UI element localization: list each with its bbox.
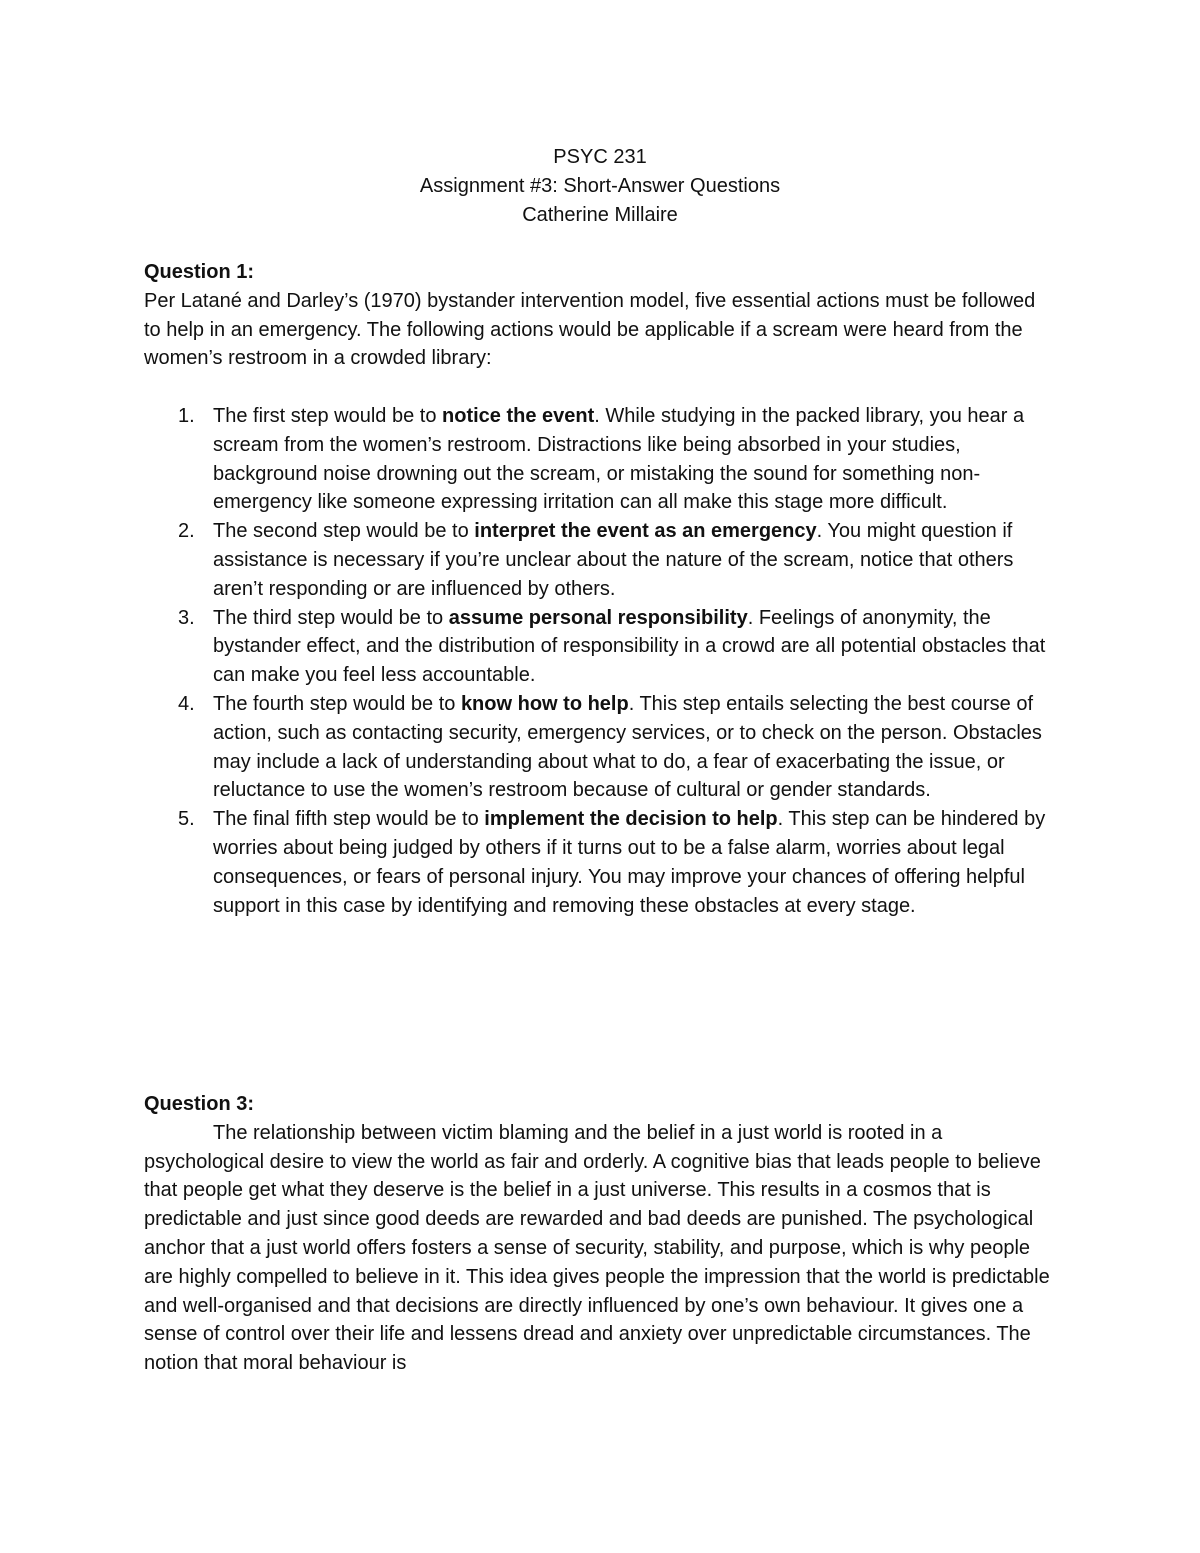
bystander-steps-list	[144, 402, 1056, 920]
list-item-text: . This step can be hindered by worries about being judged by others if it turns out to be a false alarm, worries about legal consequences, or fears of personal injury. You may improve your chances of offering helpful support in this case by identifying and removing these obstacles at every stage.	[213, 808, 1046, 917]
list-item	[144, 805, 1056, 920]
list-item-text: The fourth step would be to	[213, 692, 461, 715]
list-item-number: 3.	[178, 606, 195, 629]
question-1-section	[144, 258, 1056, 920]
question-3-heading: Question 3:	[144, 1093, 255, 1115]
list-item-key-term: interpret the event as an emergency	[474, 520, 817, 543]
list-item-text: . This step entails selecting the best course of action, such as contacting security, emergency services, or to check on the person. Obstacles may include a lack of understanding about what to do, a fear of exacerbating the issue, or reluctance to use the women’s restroom because of cultural or gender standards.	[213, 692, 1042, 802]
list-item-text: . While studying in the packed library, you hear a scream from the women’s restroom. Distractions like being absorbed in your studies, background noise drowning out the scream, or mistaking the sound for something non-emergency like someone expressing irritation can all make this stage more difficult.	[213, 404, 1025, 514]
list-item-text: The second step would be to	[213, 520, 475, 543]
list-item-key-term: implement the decision to help	[484, 808, 778, 831]
assignment-title: Assignment #3: Short-Answer Questions	[419, 174, 781, 197]
list-item	[144, 402, 1056, 517]
list-item	[144, 690, 1056, 805]
list-item	[144, 604, 1056, 690]
list-item-number: 1.	[178, 404, 195, 427]
question-3-section	[144, 1090, 1056, 1378]
author-name: Catherine Millaire	[522, 203, 678, 226]
list-item-key-term: know how to help	[460, 692, 629, 715]
course-code: PSYC 231	[553, 146, 647, 168]
list-item-number: 4.	[178, 692, 195, 715]
question-3-body: The relationship between victim blaming and the belief in a just world is rooted in a psychological desire to view the world as fair and orderly. A cognitive bias that leads people to believe that people get what they deserve is the belief in a just universe. This results in a cosmos that is predictable and just since good deeds are rewarded and bad deeds are punished. The psychological anchor that a just world offers fosters a sense of security, stability, and purpose, which is why people are highly compelled to believe in it. This idea gives people the impression that the world is predictable and well-organised and that decisions are directly influenced by one’s own behaviour. It gives one a sense of control over their life and lessens dread and anxiety over unpredictable circumstances. The notion that moral behaviour is	[144, 1121, 1050, 1375]
list-item-text: The final fifth step would be to	[213, 808, 485, 831]
list-item-text: . Feelings of anonymity, the bystander effect, and the distribution of responsibility in a crowd are all potential obstacles that can make you feel less accountable.	[213, 606, 1046, 687]
question-1-heading: Question 1:	[144, 261, 255, 283]
list-item-text: . You might question if assistance is necessary if you’re unclear about the nature of the scream, notice that others aren’t responding or are influenced by others.	[213, 520, 1014, 600]
list-item-key-term: assume personal responsibility	[448, 606, 748, 629]
list-item-text: The first step would be to	[213, 404, 443, 427]
list-item-key-term: notice the event	[442, 404, 595, 427]
list-item-number: 5.	[178, 808, 195, 831]
list-item-number: 2.	[178, 520, 195, 543]
list-item	[144, 517, 1056, 603]
document-header	[0, 143, 1200, 229]
question-1-intro: Per Latané and Darley’s (1970) bystander intervention model, five essential actions must be followed to help in an emergency. The following actions would be applicable if a scream were heard from the women’s restroom in a crowded library:	[144, 289, 1036, 370]
list-item-text: The third step would be to	[213, 606, 449, 629]
